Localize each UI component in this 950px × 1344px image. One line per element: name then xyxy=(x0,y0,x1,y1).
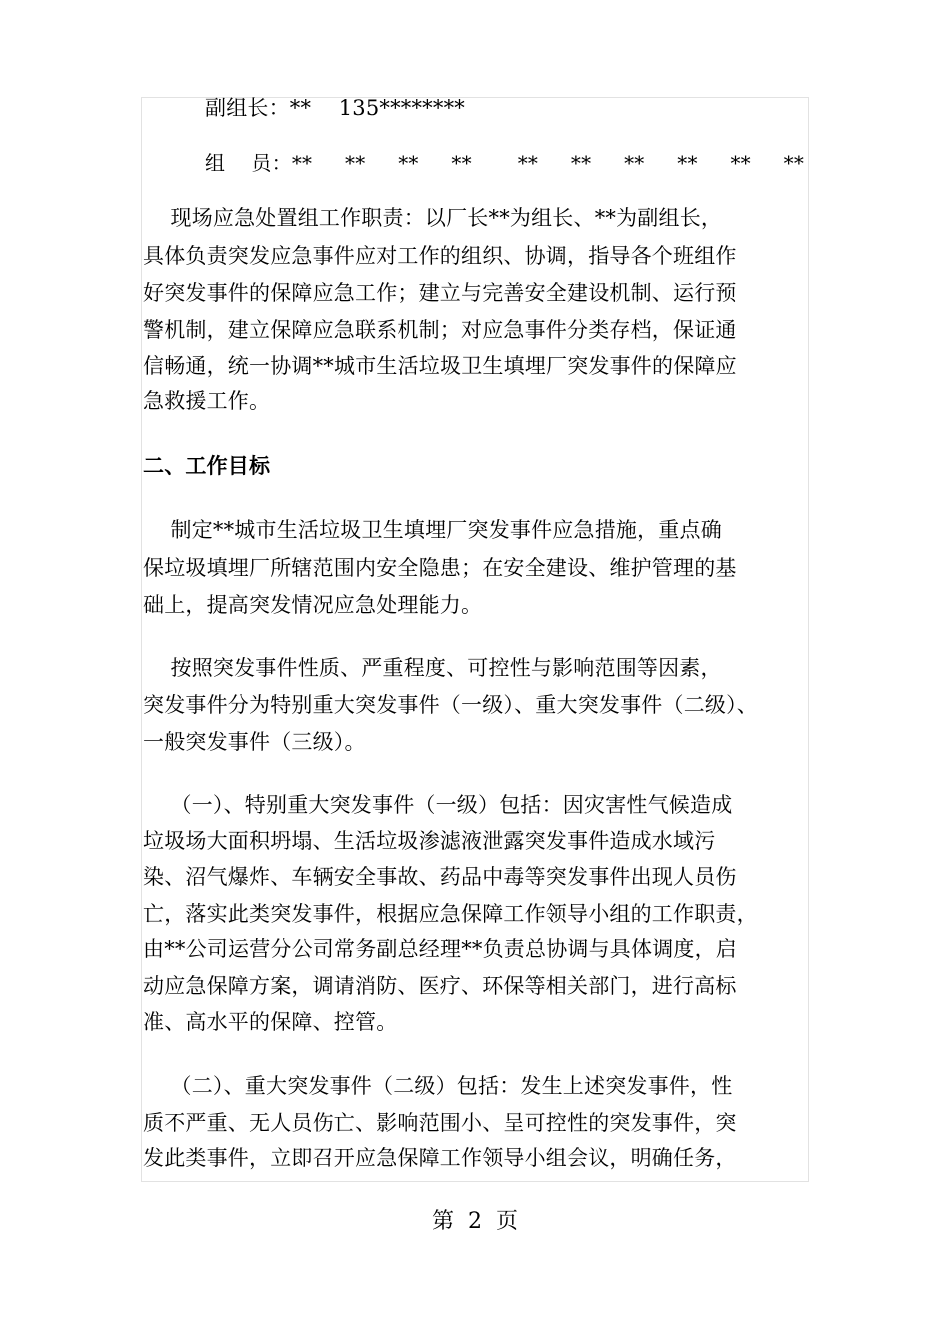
duty-paragraph-line: 急救援工作。 xyxy=(143,389,271,413)
level1-paragraph-line: 染、沼气爆炸、车辆安全事故、药品中毒等突发事件出现人员伤 xyxy=(143,865,737,889)
class-paragraph-line: 一般突发事件（三级）。 xyxy=(143,730,366,754)
goal-paragraph-line: 保垃圾填埋厂所辖范围内安全隐患；在安全建设、维护管理的基 xyxy=(143,556,737,580)
page-number: 第 2 页 xyxy=(432,1209,518,1234)
section-heading: 二、工作目标 xyxy=(143,454,271,478)
duty-paragraph-line: 警机制，建立保障应急联系机制；对应急事件分类存档，保证通 xyxy=(143,318,737,342)
level2-paragraph-line: 发此类事件，立即召开应急保障工作领导小组会议，明确任务， xyxy=(143,1146,737,1170)
duty-paragraph-line: 信畅通，统一协调**城市生活垃圾卫生填埋厂突发事件的保障应 xyxy=(143,354,737,378)
duty-paragraph-line: 具体负责突发应急事件应对工作的组织、协调，指导各个班组作 xyxy=(143,244,737,268)
members-line: 组 员：** ** ** ** ** ** ** ** ** ** xyxy=(205,151,805,175)
level2-paragraph-line: 质不严重、无人员伤亡、影响范围小、呈可控性的突发事件，突 xyxy=(143,1111,737,1135)
level2-paragraph-line: （二）、重大突发事件（二级）包括：发生上述突发事件，性 xyxy=(143,1074,733,1098)
vice-leader-line: 副组长：** 135******** xyxy=(205,96,465,120)
level1-paragraph-line: 垃圾场大面积坍塌、生活垃圾渗滤液泄露突发事件造成水域污 xyxy=(143,829,716,853)
level1-paragraph-line: 动应急保障方案，调请消防、医疗、环保等相关部门，进行高标 xyxy=(143,974,737,998)
duty-paragraph-line: 好突发事件的保障应急工作；建立与完善安全建设机制、运行预 xyxy=(143,281,737,305)
class-paragraph-line: 按照突发事件性质、严重程度、可控性与影响范围等因素， xyxy=(143,656,722,680)
level1-paragraph-line: 亡，落实此类突发事件，根据应急保障工作领导小组的工作职责， xyxy=(143,902,758,926)
goal-paragraph-line: 础上，提高突发情况应急处理能力。 xyxy=(143,593,483,617)
level1-paragraph-line: 准、高水平的保障、控管。 xyxy=(143,1010,398,1034)
level1-paragraph-line: 由**公司运营分公司常务副总经理**负责总协调与具体调度，启 xyxy=(143,937,737,961)
level1-paragraph-line: （一）、特别重大突发事件（一级）包括：因灾害性气候造成 xyxy=(143,793,733,817)
class-paragraph-line: 突发事件分为特别重大突发事件（一级）、重大突发事件（二级）、 xyxy=(143,693,758,717)
goal-paragraph-line: 制定**城市生活垃圾卫生填埋厂突发事件应急措施，重点确 xyxy=(143,518,722,542)
duty-paragraph-line: 现场应急处置组工作职责：以厂长**为组长、**为副组长， xyxy=(143,206,723,230)
